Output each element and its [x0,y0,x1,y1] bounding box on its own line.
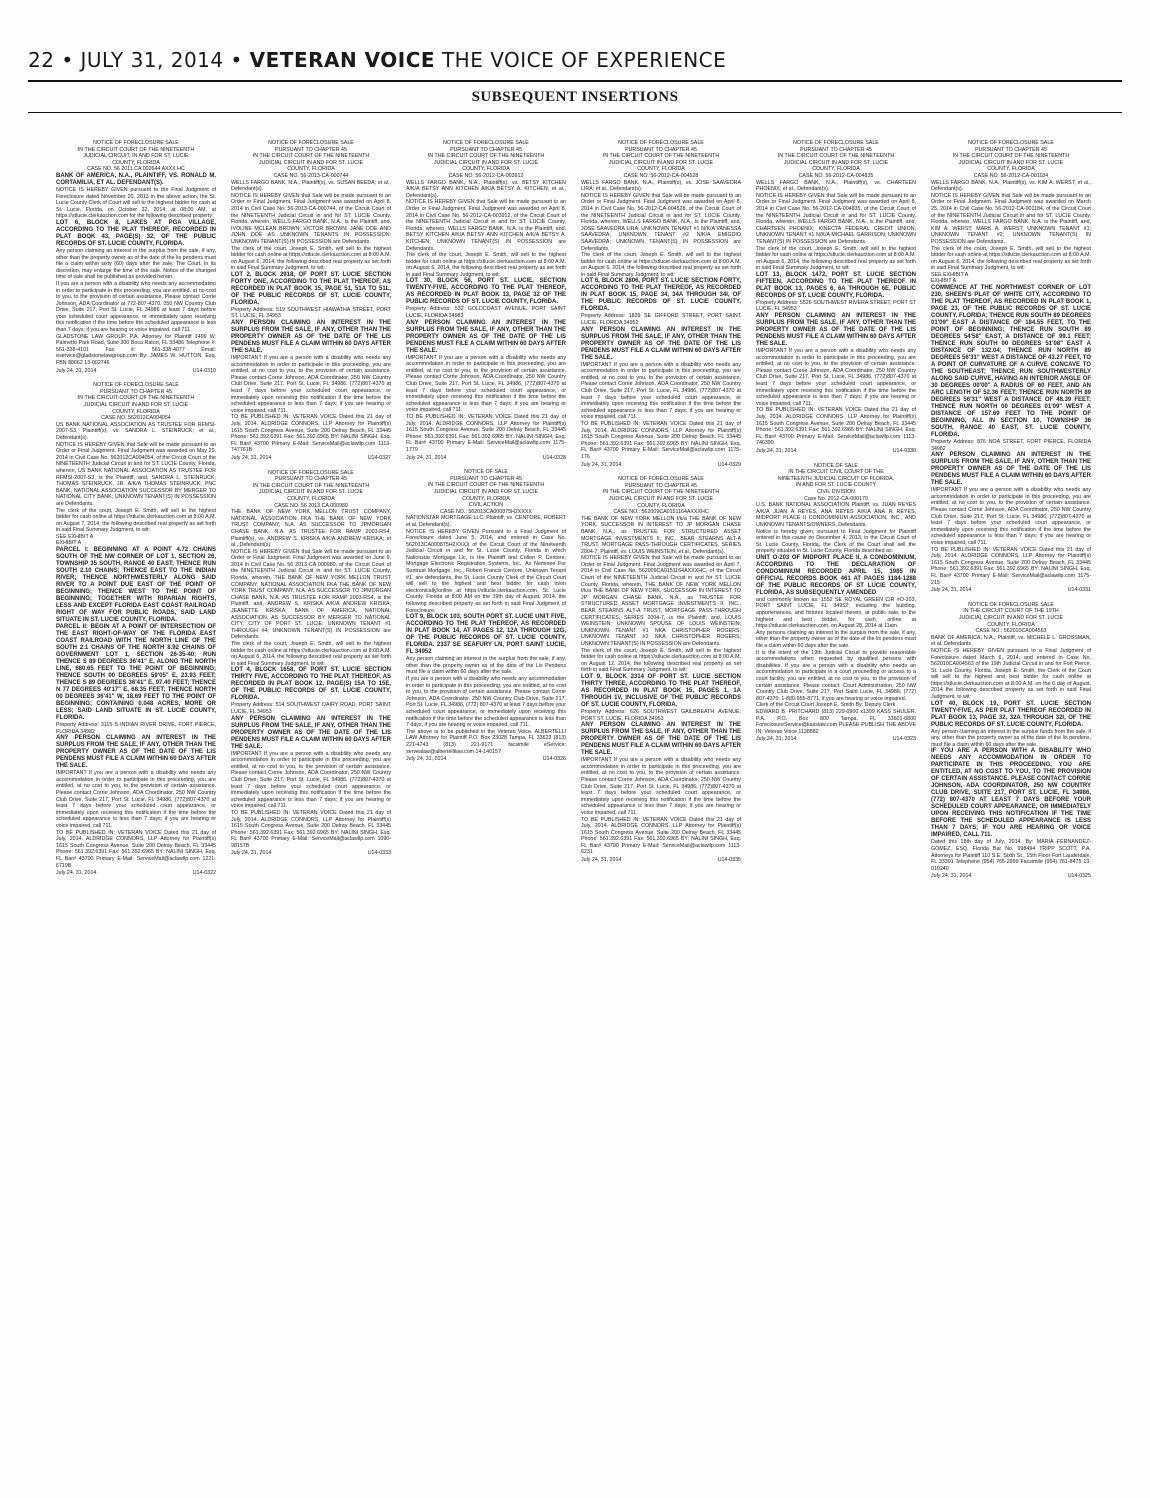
notice-paragraph: IMPORTANT If you are a person with a disability who needs any accommodation in order to participate in this proceeding, you are entitled, at no cost to you, to the provision of certain assistance. Please contact Corrie Johnson, ADA Coordinator, 250 NW Country Club Drive, Suite 217, Port St. Lucie, FL 34986, (772)807-4370 at least 7 days before your scheduled court appearance, or immediately upon receiving this notification if the time before the scheduled appearance is less than 7 days; if you are hearing or voice impaired, call 711. [406,354,566,414]
notice-header-line: PURSUANT TO CHAPTER 45 [450,146,522,153]
notice-paragraph: LOT 6, BLOCK 8, LAKES AT PGA VILLAGE, ACCORDING TO THE PLAT THEREOF, RECORDED IN PLAT BOOK 43, PAGE(S) 32, OF THE PUBLIC RECORDS OF ST. LUCIE COUNTY, FLORIDA. [56,219,216,247]
notice-paragraph: UNIT O-203 OF MIDPORT PLACE II, A CONDOMINIUM, ACCORDING TO THE DECLARATION OF CONDOMINIUM RECORDED APRIL 15, 1985 IN OFFICIAL RECORDS BOOK 461 AT PAGES 1184-1288 OF THE PUBLIC RECORDS OF ST LUCIE COUNTY, FLORIDA, AS SUBSEQUENTLY AMENDED [756,554,916,596]
notice-paragraph: Dated this 18th day of July, 2014. By: MARIA FERNANDEZ-GOMEZ, ESQ. Florida Bar No. 998494 TRIPP SCOTT, P.A. Attorneys for Plaintiff 110 S.E. Sixth St., 15th Floor Fort Lauderdale, FL 33301 Telephone (954) 765-2999 Facsimile (954) 761-8475 13-010240 [931,839,1091,872]
notice-header [406,140,566,180]
notice-footer [756,736,916,743]
notice-header-line: IN THE CIRCUIT COURT OF THE NINETEENTH [952,153,1070,160]
notice-header-line: JUDICIAL CIRCUIT IN AND FOR ST. LUCIE [608,495,714,502]
notice-paragraph: LOT 6, BLOCK 2806, PORT ST. LUCIE SECTION FORTY, ACCORDING TO THE PLAT THEREOF, AS RECORDED IN PLAT BOOK 15, PAGE 34, 34A THROUGH 34I, OF THE PUBLIC RECORDS OF ST. LUCIE COUNTY, FLORIDA. [581,278,741,313]
notice-paragraph: Notice is hereby given, pursuant to Final Judgment for Plaintiff entered in this cause on December 4, 2013, in the Circuit Court of St. Lucie County, Florida, the Clerk of the Court shall sell the property situated in St. Lucie County, Florida described as: [756,528,916,555]
notice-paragraph: EDWARD B. PRITCHARD (813) 229-0900 x1309 KASS SHULER, P.A. P.O. Box 800 Tampa, FL 33601-0800 ForeclosureService@kasslaw.com PLEASE PUBLISH THE ABOVE IN: Veteran Voice 1128882 [756,708,916,735]
notice-paragraph: EXHIBIT A [56,540,82,547]
publication-dates: July 24, 31, 2014 [231,850,272,857]
notice-code: U14-0329 [717,461,741,468]
notice-code: U14-0322 [192,870,216,877]
legal-notice [56,140,216,374]
notice-header [406,469,566,515]
notice-header-line: Case No. 2012-CA-000170 [804,495,868,502]
notice-header-line: IN THE CIRCUIT COURT OF THE NINETEENTH [252,482,370,489]
legal-notice [406,140,566,461]
legal-notice [931,140,1091,594]
notice-paragraph: IMPORTANT If you are a person with a disability who needs any accommodation in order to participate in this proceeding, you are entitled, at no cost to you, to the provision of certain assistance. Please contact Corrie Johnson, ADA Coordinator, 250 NW Country Club Drive, Suite 217, Port St. Lucie, FL 34986, (772)807-4370 at least 7 days before your scheduled court appearance, or immediately upon receiving this notification if the time before the scheduled appearance is less than 7 days; if you are hearing or voice impaired, call 711. [56,770,216,829]
notice-header-line: IN THE CIRCUIT COURT OF THE 19TH [963,608,1059,615]
notice-paragraph: If you are a person with a disability who needs any accommodation in order to participate in this proceeding, you are entitled, at no cost to you, to the provision of certain assistance. Please contact Corrie Johnson, ADA Coordinator, 250 NW Country Club Drive, Suite 217, Port St. Lucie, FL 34986, (772) 807-4370 at least 7 days before your scheduled court appearance, or immediately upon receiving this notification if the time before the scheduled appearance is less than 7 days; if you are hearing or voice impaired, call 711. [406,676,566,729]
notice-paragraph: IMPORTANT If you are a person with a disability who needs any accommodation in order to participate in this proceeding, you are entitled, at no cost to you, to the provision of certain assistance. Please contact Corrie Johnson, ADA Coordinator, 250 NW Country Club Drive, Suite 217, Port St. Lucie, FL 34986, (772)807-4370 at least 7 days before your scheduled court appearance, or immediately upon receiving this notification if the time before the scheduled appearance is less than 7 days; if you are hearing or voice impaired, call 711. [581,757,741,816]
notice-paragraph: NOTICE IS HEREBY GIVEN that Sale will be made pursuant to an Order or Final Judgment. Final Judgment was awarded on April 8, 2014 in Civil Case No. 56-2013-CA-000744, of the Circuit Court of the NINETEENTH Judicial Circuit in and for ST. LUCIE County, Florida, wherein, WELLS FARGO BANK, N.A., is the Plaintiff, and, IVOLINE MCLEAN BROWN; VICTOR BROWN; JANE DOE AND JOHN DOE AS UNKNOWN TENANTS IN POSSESSION; UNKNOWN TENANT(S) IN POSSESSION are Defendants. [231,192,391,245]
notice-footer [931,587,1091,594]
notice-paragraph: Property Address: 532 GOLDCOAST AVENUE, PORT SAINT LUCIE, FLORIDA 34983 [406,306,566,320]
notice-header-line: PURSUANT TO CHAPTER 45 [100,388,172,395]
notice-paragraph: ANY PERSON CLAIMING AN INTEREST IN THE SURPLUS FROM THE SALE, IF ANY, OTHER THAN THE PROPERTY OWNER AS OF THE DATE OF THE LIS PENDENS MUST FILE A CLAIM WITHIN 60 DAYS AFTER THE SALE. [931,452,1091,487]
notice-header-line: NOTICE OF SALE [464,469,508,476]
page-number: 22 [28,48,55,72]
notice-paragraph: NOTICE IS HEREBY GIVEN that Sale will be made pursuant to an Order or Final Judgment. Final Judgment was awarded on April 8, 2014 in Civil Case No. 56-2012-CA-004528, of the Circuit Court of the NINETEENTH Judicial Circuit in and for ST. LUCIE County, Florida, wherein, WELLS FARGO BANK, N.A., is the Plaintiff, and, JOSE SAAVEDRA LIRA; UNKNOWN TENANT #1 N/K/A VANESSA SAAVEDRA; UNKNOWN TENANT #2 N/K/A EMIGDIO SAAVEDRA; UNKNOWN TENANT(S) IN POSSESSION are Defendants. [581,192,741,252]
notice-header [581,140,741,180]
notice-header-line: IN THE CIRCUIT COURT OF THE NINETEENTH [77,146,195,153]
notice-header-line: CASE NO. 56 2011 CA 002644 AXXX HC [87,166,185,173]
notice-header-line: COUNTY, FLORIDA [287,495,335,502]
notice-header-line: JUDICIAL CIRCUIT IN AND FOR ST. LUCIE [783,159,889,166]
notice-paragraph: NOTICE IS HEREBY GIVEN pursuant to a Final Judgment of Foreclosure dated March 6, 2014, and entered in Case No. 562010CA004563 of the 19th Judicial Circuit in and for Fort Pierce, St. Lucie County, Florida, Joseph E. Smith, the Clerk of the Court will sell to the highest and best bidder for cash online at https://stlucie.clerkauction.com at 8:00 A.M. on the 6 day of August, 2014 the following described property as set forth in said Final Judgment, to wit: [931,647,1091,701]
notice-header-line: NOTICE OF FORECLOSURE SALE [93,140,179,146]
notice-paragraph: The clerk of the court, Joseph E. Smith, will sell to the highest bidder for cash online at https://stlucie.clerkauction.com at 8:00 A.M. on August 6, 2014, the following described real property as set forth in said Final Summary Judgment, to wit: [406,252,566,278]
notice-header-line: PURSUANT TO CHAPTER 45 [275,476,347,483]
notice-column [756,140,916,1480]
notice-header-line: COUNTY, FLORIDA [987,166,1035,173]
notice-paragraph: BANK OF AMERICA, N.A., PLAINTIFF, VS. RONALD M. CORTAMILIA, ET AL. DEFENDANT(S). [56,172,216,186]
notice-footer [231,850,391,857]
notice-paragraph: LOT 40, BLOCK 19, PORT ST. LUCIE SECTION TWENTY-FIVE, AS PER PLAT THEREOF RECORDED IN PLAT BOOK 13, PAGE 32, 32A THROUGH 32I, OF THE PUBLIC RECORDS OF ST. LUCIE COUNTY, FLORIDA. [931,700,1091,728]
notice-paragraph: LOT 9, BLOCK 103, SOUTH PORT ST. LUCIE UNIT FIVE, ACCORDING TO THE PLAT THEREOF, AS RECORDED IN PLAT BOOK 14, AT PAGES 12, 12A THROUGH 12G, OF THE PUBLIC RECORDS OF ST. LUCIE COUNTY, FLORIDA. 2337 SE SEAFURY LN, PORT SAINT LUCIE, FL 34952 [406,614,566,656]
notice-paragraph: ANY PERSON CLAIMING AN INTEREST IN THE SURPLUS FROM THE SALE, IF ANY, OTHER THAN THE PROPERTY OWNER AS OF THE DATE OF THE LIS PENDENS MUST FILE A CLAIM WITHIN 60 DAYS AFTER THE SALE. [56,735,216,770]
notice-header-line: CASE NO.: 562009CA0151164AXXXHC [613,509,709,516]
notice-paragraph: TO BE PUBLISHED IN: VETERAN VOICE Dated this 21 day of July, 2014. ALDRIDGE CONNORS, LLP Attorney for Plaintiff(s) 1615 South Congress Avenue, Suite 200 Delray Beach, FL 33445 Phone: 561.392.6391 Fax: 561.392.6965 BY: NALINI SINGH, Esq. FL Bar# 43700 Primary E-Mail: ServiceMail@aclawllp.com 1175-215 [931,546,1091,586]
paper-tagline: THE VOICE OF EXPERIENCE [441,48,727,72]
notice-paragraph: ANY PERSON CLAIMING AN INTEREST IN THE SURPLUS FROM THE SALE, IF ANY, OTHER THAN THE PROPERTY OWNER AS OF THE DATE OF THE LIS PENDENS MUST FILE A CLAIM WITHIN 60 DAYS AFTER THE SALE. [231,320,391,355]
notice-header-line: JUDICIAL CIRCUIT IN AND FOR ST. LUCIE [433,488,539,495]
notice-paragraph: The clerk of the court, Joseph E. Smith, will sell to the highest bidder for cash online at https://stlucie.clerkauction.com at 8:00 A.M. on August 6, 2014, the following described real property as set forth in said Final Summary Judgment, to wit: [581,252,741,278]
notice-header-line: COUNTY, FLORIDA [462,166,510,173]
notice-header-line: CASE NO. 562012CA004054 [101,415,171,422]
notice-header [756,140,916,180]
notice-code: U14-0328 [542,454,566,461]
notice-paragraph: Any person claiming an interest in the surplus from the sale, if any, other than the property owner as of the date of the Lis Pendens must file a claim within 60 days after the sale. [406,656,566,676]
notice-header-line: CIVIL DIVISION [817,488,855,495]
notice-header-line: JUDICIAL CIRCUIT IN AND FOR ST. LUCIE [83,402,189,408]
notice-paragraph: NOTICE IS HEREBY GIVEN that Sale will be made pursuant to an Order or Final Judgment. Final Judgment was awarded on June 9, 2014 in Civil Case No. 56 2013 CA 000980, of the Circuit Court of the NINETEENTH Judicial Circuit in and for ST. LUCIE County, Florida, wherein, THE BANK OF NEW YORK MELLON TRUST COMPANY, NATIONAL ASSOCIATION FKA THE BANK OF NEW YORK TRUST COMPANY, N.A. AS SUCCESSOR TO JPMORGAN CHASE BANK, N.A. AS TRUSTEE FOR RAMP 2003-RS4, is the Plaintiff, and, ANDREW S. KRISKA A/K/A ANDREW KRISKA; JEANETTE KRISKA; BANK OF AMERICA, NATIONAL ASSOCIATION, AS SUCCESSOR BY MERGER TO NATIONAL CITY; CITY OF PORT ST. LUCIE; UNKNOWN TENANT #1 THROUGH #4; UNKNOWN TENANT(S) IN POSSESSION are Defendants. [231,548,391,641]
notice-header-line: NOTICE OF FORECLOSURE SALE [968,140,1054,146]
publication-dates: July 24, 31, 2014 [56,367,97,374]
notice-footer [56,368,216,375]
notice-header-line: IN THE CIRCUIT COURT OF THE NINETEENTH [602,489,720,496]
notice-paragraph: WELLS FARGO BANK, N.A., Plaintiff(s), vs. KIM A. WERST; et al., Defendant(s). [931,179,1091,193]
notice-paragraph: GLADSTONE LAW GROUP, P.A. Attorney for Plaintiff 1499 W. Palmetto Park Road, Suite 300 Boca Raton, FL 33486 Telephone #: 561-338-4101 Fax #: 561-338-4077 Email: eservice@gladstonelawgroup.com By: JAMES W. HUTTON, Esq. FBN 88662 13-002746 [56,333,216,367]
notice-paragraph: SEE EXHIBIT A [56,533,94,540]
notice-header-line: NOTICE OF FORECLOSURE SALE [93,382,179,389]
legal-notice [231,470,391,858]
section-title: SUBSEQUENT INSERTIONS [471,89,679,105]
notice-paragraph: ANY PERSON CLAIMING AN INTEREST IN THE SURPLUS FROM THE SALE, IF ANY, OTHER THAN THE PROPERTY OWNER AS OF THE DATE OF THE LIS PENDENS MUST FILE A CLAIM WITHIN 60 DAYS AFTER THE SALE. [406,319,566,354]
notice-header [581,476,741,516]
notice-paragraph: The clerk of the court, Joseph E. Smith, will sell to the highest bidder for cash online at https://stlucie.clerkauction.com at 8:00 A.M. on August 12, 2014, the following described real property as set forth in said Final Summary Judgment, to wit: [581,647,741,674]
notice-column [406,140,566,1480]
notice-paragraph: LOT 9, BLOCK 2314 OF PORT ST. LUCIE SECTION THIRTY THREE, ACCORDING TO THE PLAT THEREOF, AS RECORDED IN PLAT BOOK 15, PAGES 1, 1A THROUGH 1V, INCLUSIVE OF THE PUBLIC RECORDS OF ST. LUCIE COUNTY, FLORIDA. [581,673,741,708]
notice-header [56,140,216,173]
notice-header-line: IN THE CIRCUIT COURT OF THE NINETEENTH [252,153,370,160]
notice-header-line: NINETEENTH JUDICIAL CIRCUIT OF FLORIDA, [777,475,895,482]
notice-code: U14-0331 [1067,587,1091,594]
legal-notice [231,140,391,462]
notice-header-line: JUDICIAL CIRCUIT IN AND FOR ST. LUCIE [258,159,364,166]
notice-paragraph: NOTICE IS HEREBY GIVEN pursuant to the Final Judgment of Foreclosure dated November 20, 2013 in the above action, the St. Lucie County Clerk of Court will sell to the highest bidder for cash at St. Lucie, Florida, on October 22, 2014, at 08:00 AM, at https://stlucie.clerkauction.com for the following described property: [56,186,216,220]
notice-paragraph: COMMENCE AT THE NORTHWEST CORNER OF LOT 230, SHEEN'S PLAT OF WHITE CITY, ACCORDING TO THE PLAT THEREOF, AS RECORDED IN PLAT BOOK 1, PAGE 23, OF THE PUBLIC RECORDS OF ST. LUCIE COUNTY, FLORIDA; THENCE RUN SOUTH 89 DEGREES 01'09" EAST A DISTANCE OF 184.55 FEET, TO THE POINT OF BEGINNING; THENCE RUN SOUTH 89 DEGREES 54'58" EAST, A DISTANCE OF 99.1 FEET; THENCE RUN SOUTH 00 DEGREES 51'08" EAST A DISTANCE OF 132.04; THENCE RUN NORTH 89 DEGREES 56'31" WEST A DISTANCE OF 43.27 FEET, TO A POINT OF CURVATURE OF A CURVE CONCAVE TO THE SOUTHEAST; THENCE RUN SOUTHWESTERLY ALONG SAID CURVE, HAVING AN INTERIOR ANGLE OF 30 DEGREES 00'00" A RADIUS OF 60 FEET, AND AN ARC LENGTH OF 52.36 FEET; THENCE RUN NORTH 89 DEGREES 56'31" WEST A DISTANCE OF 48.39 FEET; THENCE RUN NORTH 00 DEGREES 01'09" WEST A DISTANCE OF 157.69 FEET TO THE POINT OF BEGINNING, ALL IN SECTION 10, TOWNSHIP 36 SOUTH, RANGE 40 EAST, ST. LUCIE COUNTY, FLORIDA. [931,285,1091,439]
notice-paragraph: PARCEL I: BEGINNING AT A POINT 4.72 CHAINS SOUTH OF THE NW CORNER OF LOT 1, SECTION 26, TOWNSHIP 35 SOUTH, RANGE 40 EAST; THENCE RUN SOUTH 2.10 CHAINS; THENCE EAST TO THE INDIAN RIVER; THENCE NORTHWESTERLY ALONG SAID RIVER TO A POINT DUE EAST OF THE POINT OF BEGINNING; THENCE WEST TO THE POINT OF BEGINNING; TOGETHER WITH RIPARIAN RIGHTS, LESS AND EXCEPT FLORIDA EAST COAST RAILROAD RIGHT OF WAY FOR PUBLIC ROADS, SAID LAND SITUATE IN ST. LUCIE COUNTY, FLORIDA. [56,547,216,624]
notice-paragraph: NATIONSTAR MORTGAGE LLC, Plaintiff, vs. CENTORE, ROBERT et al, Defendant(s). [406,515,566,528]
notice-paragraph: NOTICE IS HEREBY GIVEN Pursuant to a Final Judgment of Foreclosure dated June 5, 2014, and entered in Case No. 562013CA000875H2XXXX of the Circuit Court of the Nineteenth Judicial Circuit in and for St. Lucie County, Florida in which Nationstar Mortgage Llc, is the Plaintiff and Collen P. Centore, Mortgage Electronic Registration Systems, Inc., As Nominee For Suntrust Mortgage, Inc., Robert Francis Centore, Unknown Tenant #1, are defendants, the St. Lucie County Clerk of the Circuit Court will sell to the highest and best bidder for cash in/on electronically/online at https://stlucie.clerkauction.com, St. Lucie County, Florida at 8:00 AM on the 19th day of August, 2014, the following described property as set forth in said Final Judgment of Foreclosure: [406,528,566,614]
notice-paragraph: IMPORTANT If you are a person with a disability who needs any accommodation in order to participate in this proceeding, you are entitled, at no cost to you, to the provision of certain assistance. Please contact Corrie Johnson, ADA Coordinator, 250 NW Country Club Drive, Suite 217, Port St. Lucie, FL 34986, (772)807-4370 at least 7 days before your scheduled court appearance, or immediately upon receiving this notification if the time before the scheduled appearance is less than 7 days; if you are hearing or voice impaired, call 711. [231,355,391,414]
notice-header-line: JUDICIAL CIRCUIT IN AND FOR ST. LUCIE [433,159,539,166]
notice-header-line: PURSUANT TO CHAPTER 45 [275,146,347,153]
notice-paragraph: U.S. BANK NATIONAL ASSOCIATION Plaintiff, vs. JUAN REYES A/K/A JUAN A REYES, ANA REYES A/K/A ANA R REYES, MIDPORT PLACE II CONDOMINIUM ASSOCIATION, INC., AND UNKNOWN TENANTS/OWNERS, Defendants. [756,502,916,528]
publication-dates: July 24, 31, 2014 [581,857,622,864]
publication-dates: July 24, 31, 2014 [756,447,797,454]
notice-paragraph: WELLS FARGO BANK, N.A., Plaintiff(s), vs. JOSE SAAVEDRA LIRA; et al., Defendant(s). [581,179,741,193]
publication-dates: July 24, 31, 2014 [406,454,447,461]
notice-column [231,140,391,1480]
notice-paragraph: Any person claiming an interest in the surplus funds from the sale, if any, other than the property owner as of the date of the lis pendens, must file a claim within 60 days after the sale. [931,728,1091,748]
notice-paragraph: LOT 13, BLOCK 1472, PORT ST. LUCIE SECTION FIFTEEN, ACCORDING TO THE PLAT THEREOF IN PLAT BOOK 13, PAGES 6, 6A THROUGH 6E, PUBLIC RECORDS OF ST. LUCIE COUNTY, FLORIDA. [756,271,916,299]
notice-header-line: NOTICE OF FORECLOSURE SALE [618,140,704,146]
section-rule [28,112,1122,113]
notice-paragraph: NOTICE IS HEREBY GIVEN that Sale will be made pursuant to an Order or Final Judgment. Final Judgment was awarded on May 29, 2014 in Civil Case No. 562012CA004054, of the Circuit Court of the NINETEENTH Judicial Circuit in and for ST. LUCIE County, Florida, wherein, US BANK NATIONAL ASSOCIATION AS TRUSTEE FOR RFMSI-2007-S3, is the Plaintiff, and, SANDRA L. STEINRUCK; THOMAS STEINRUCK, JR. A/K/A THOMAS STEINRUCK; PNC BANK, NATIONAL ASSOCIATION SUCCESSOR BY MERGER TO NATIONAL CITY BANK; UNKNOWN TENANT(S) IN POSSESSION are Defendants. [56,441,216,507]
notice-paragraph: LOT 4, BLOCK 1658, OF PORT ST. LUCIE SECTION THIRTY FIVE, ACCORDING TO THE PLAT THEREOF, AS RECORDED IN PLAT BOOK 12, PAGE(S) 15A TO 15E, OF THE PUBLIC RECORDS OF ST. LUCIE COUNTY, FLORIDA. [231,667,391,702]
notice-paragraph: TO BE PUBLISHED IN: VETERAN VOICE Dated this 21 day of July, 2014. ALDRIDGE CONNORS, LLP Attorney for Plaintiff(s) 1615 South Congress Avenue, Suite 200 Delray Beach, FL 33445 Phone: 561.392.6391 Fax: 561.392.6965 BY: NALINI SINGH, Esq. FL Bar# 43700 Primary E-Mail: ServiceMail@aclawllp.com 1113-6231 [581,816,741,856]
notice-header-line: JUDICIAL CIRCUIT IN AND FOR ST. LUCIE [258,489,364,496]
notice-code: U14-0333 [367,850,391,857]
notice-header-line: PURSUANT TO CHAPTER 45 [625,482,697,489]
notice-paragraph: PARCEL II: BEGIN AT A POINT OF INTERSECTION OF THE EAST RIGHT-OF-WAY OF THE FLORIDA EAST COAST RAILROAD WITH THE NORTH LINE OF THE SOUTH 2.1 CHAINS OF THE NORTH 8.92 CHAINS OF GOVERNMENT LOT 1, SECTION 26-35-40; RUN THENCE S 89 DEGREES 36'41" E, ALONG THE NORTH LINE, 680.65 FEET TO THE POINT OF BEGINNING; THENCE SOUTH 00 DEGREES 59'05" E, 23.93 FEET; THENCE S 89 DEGREES 36'41" E, 97.40 FEET; THENCE N 77 DEGREES 40'17" E, 68.35 FEET; THENCE NORTH 00 DEGREES 36'41" W, 18.69 FEET TO THE POINT OF BEGINNING; CONTAINING 0.048 ACRES, MORE OR LESS; SAID LAND SITUATE IN ST. LUCIE COUNTY, FLORIDA. [56,624,216,722]
notice-header-line: NOTICE OF FORECLOSURE SALE [618,476,704,483]
notice-header-line: CASE NO. 56-2012-CA-004528 [623,172,699,179]
notice-paragraph: LOT 30, BLOCK 56, PORT ST. LUCIE, SECTION TWENTY-FIVE, ACCORDING TO THE PLAT THEREOF, AS RECORDED IN PLAT BOOK 13, PAGE 32 OF THE PUBLIC RECORDS OF ST. LUCIE COUNTY, FLORIDA. [406,278,566,306]
notice-header-line: NOTICE OF FORECLOSURE SALE [968,601,1054,608]
notice-paragraph: TO BE PUBLISHED IN: VETERAN VOICE Dated this 21 day of July, 2014. ALDRIDGE CONNORS, LLP Attorney for Plaintiff(s) 1615 South Congress Avenue, Suite 200 Delray Beach, FL 33445 Phone: 561.392.6391 Fax: 561.392.6965 BY: NALINI SINGH, Esq. FL Bar# 43700 Primary E-Mail: ServiceMail@aclawllp.com 1090-98157B [231,809,391,849]
legal-notice [931,602,1091,880]
notice-paragraph: Property Address: 1829 SE GIFFORD STREET, PORT SAINT LUCIE, FLORIDA 34952 [581,313,741,327]
notice-header-line: NOTICE OF SALE [814,462,858,469]
notice-footer [581,857,741,864]
notice-paragraph: EXHIBIT A [931,278,957,285]
legal-notice [406,469,566,763]
notice-paragraph: WELLS FARGO BANK, N.A., Plaintiff(s), vs. CHARTEEN PHOENIX; et al., Defendant(s). [756,179,916,193]
notice-header-line: CIVIL ACTION [468,502,504,509]
notice-header-line: PURSUANT TO CHAPTER 45 [800,146,872,153]
notice-footer [406,455,566,462]
notice-header-line: CASE NO. 56-2012-CA-001184 [973,172,1049,179]
notice-header-line: JUDICIAL CIRCUIT, IN AND FOR ST. LUCIE [83,153,189,160]
notice-paragraph: Property Address: 519 SOUTHWEST HIAWATHA STREET, PORT ST. LUCIE, FL 34953 [231,306,391,320]
notice-header-line: COUNTY, FLORIDA [462,495,510,502]
notice-header-line: CASE NO. 56-2012-CA-003912 [448,172,524,179]
notice-header-line: NOTICE OF FORECLOSURE SALE [268,469,354,476]
notice-paragraph: THE BANK OF NEW YORK MELLON f/k/a THE BANK OF NEW YORK, SUCCESSOR IN INTEREST TO JP MORGAN CHASE BANK, N.A., as TRUSTEE FOR STRUCTURED ASSET MORTGAGE INVESTMENTS II, INC., BEAR STEARNS ALT-A TRUST, MORTGAGE PASS-THROUGH CERTIFICATES, SERIES 2004-7, Plaintiff, vs. LOUIS WEINSTEIN; et al., Defendant(s). [581,515,741,555]
notice-paragraph: NOTICE IS HEREBY GIVEN that Sale will be made pursuant to an Order or Final Judgment. Final Judgment was awarded on April 7, 2014 in Civil Case No. 562009CA0151164AXXXHC, of the Circuit Court of the NINETEENTH Judicial Circuit in and for ST. LUCIE County, Florida, wherein, THE BANK OF NEW YORK MELLON f/k/a THE BANK OF NEW YORK, SUCCESSOR IN INTEREST TO JP MORGAN CHASE BANK, N.A., as TRUSTEE FOR STRUCTURED ASSET MORTGAGE INVESTMENTS II, INC., BEAR STEARNS ALT-A TRUST, MORTGAGE PASS-THROUGH CERTIFICATES, SERIES 2004-7, is the Plaintiff, and, LOUIS WEINSTEIN; UNKNOWN SPOUSE OF LOUIS WEINSTEIN; UNKNOWN TENANT #1 NKA CHRISTOPHER ROGERS; UNKNOWN TENANT #2 NKA CHRISTOPHER ROGERS; UNKNOWN TENANT(S) IN POSSESSION are Defendants. [581,555,741,647]
legal-notice [756,140,916,455]
notice-paragraph: If you are a person with a disability who needs any accommodation in order to participate in this proceeding, you are entitled, at no cost to you, to the provision of certain assistance. Please contact Corrie Johnson, ADA Coordinator at 772-807-4370, 250 NW Country Club Drive, Suite 217, Port St. Lucie, FL 34986 at least 7 days before your scheduled court appearance, or immediately upon receiving this notification if the time before the scheduled appearance is less than 7 days; if you are hearing or voice impaired, call 711. [56,280,216,334]
notice-header-line: PURSUANT TO CHAPTER 45 [450,475,522,482]
notice-footer [756,448,916,455]
notice-paragraph: THE BANK OF NEW YORK MELLON TRUST COMPANY, NATIONAL ASSOCIATION FKA THE BANK OF NEW YORK TRUST COMPANY, N.A. AS SUCCESSOR TO JPMORGAN CHASE BANK, N.A. AS TRUSTEE FOR RAMP 2003-RS4, Plaintiff(s), vs. ANDREW S. KRISKA A/K/A ANDREW KRISKA; et al., Defendant(s). [231,509,391,549]
notice-header-line: COUNTY, FLORIDA [287,166,335,173]
notice-footer [406,756,566,763]
notice-code: U14-0326 [542,756,566,763]
notice-paragraph: TO BE PUBLISHED IN: VETERAN VOICE Dated this 21 day of July, 2014. ALDRIDGE CONNORS, LLP Attorney for Plaintiff(s) 1615 South Congress Avenue, Suite 200 Delray Beach, FL 33445 Phone: 561.392.6391 Fax: 561.392.6965 BY: NALINI SINGH, Esq. FL Bar# 43700 Primary E-Mail: ServiceMail@aclawllp.com 1113-747761B [231,414,391,454]
notice-paragraph: Property Address: 876 NOA STREET, FORT PIERCE, FLORIDA 34982 [931,439,1091,452]
notice-header [56,382,216,422]
notice-code: U14-0330 [892,447,916,454]
notice-paragraph: The clerk of the court, Joseph E. Smith, will sell to the highest bidder for cash online at https://stlucie.clerkauction.com at 8:00 A.M. on August 6, 2014, the following described real property as set forth in said Final Summary Judgment, to wit: [231,641,391,667]
issue-date: JULY 31, 2014 [80,48,224,72]
publication-dates: July 24, 31, 2014 [231,454,272,461]
notice-paragraph: LOT 2, BLOCK 2918, OF PORT ST. LUCIE SECTION FORTY ONE, ACCORDING TO THE PLAT THEREOF, AS RECORDED IN PLAT BOOK 15, PAGE 51, 51A TO 51L, OF THE PUBLIC RECORDS OF ST. LUCIE COUNTY, FLORIDA. [231,271,391,306]
notice-paragraph: IMPORTANT If you are a person with a disability who needs any accommodation in order to participate in this proceeding, you are entitled, at no cost to you, to the provision of certain assistance. Please contact Corrie Johnson, ADA Coordinator, 250 NW Country Club Drive, Suite 217, Port St. Lucie, FL 34986, (772)807-4370 at least 7 days before your scheduled court appearance, or immediately upon receiving this notification if the time before the scheduled appearance is less than 7 days; if you are hearing or voice impaired, call 711. [931,487,1091,546]
notice-header-line: NOTICE OF FORECLOSURE SALE [793,140,879,146]
notice-paragraph: SEE EXHIBIT A [931,271,969,278]
notice-paragraph: Any persons claiming an interest in the surplus from the sale, if any, other than the property owner as of the date of the lis pendens must file a claim within 60 days after the sale. [756,629,916,650]
notice-header-line: IN THE CIRCUIT COURT OF THE NINETEENTH [427,482,545,489]
notice-code: U14-0327 [367,454,391,461]
notice-header-line: NOTICE OF FORECLOSURE SALE [268,140,354,146]
notice-header-line: COUNTY, FLORIDA [987,621,1035,628]
notice-header-line: IN THE CIRCUIT COURT OF THE NINETEENTH [427,153,545,160]
notice-paragraph: NOTICE IS HEREBY GIVEN that Sale will be made pursuant to an Order or Final Judgment. Final Judgment was awarded on April 8, 2014 in Civil Case No. 56-2012-CA-004835, of the Circuit Court of the NINETEENTH Judicial Circuit in and for ST. LUCIE County, Florida, wherein, WELLS FARGO BANK, N.A., is the Plaintiff, and, CHARTEEN PHOENIX; KINECTA FEDERAL CREDIT UNION; UNKNOWN TENANT #1 N/K/A MICHAEL GARRISON; UNKNOWN TENANT(S) IN POSSESSION are Defendants. [756,192,916,245]
publication-dates: July 24, 31, 2014 [56,870,97,877]
notice-paragraph: ANY PERSON CLAIMING AN INTEREST IN THE SURPLUS FROM THE SALE, IF ANY, OTHER THAN THE PROPERTY OWNER AS OF THE DATE OF THE LIS PENDENS MUST FILE A CLAIM WITHIN 60 DAYS AFTER THE SALE. [231,715,391,750]
paper-name: VETERAN VOICE [249,48,436,72]
notice-paragraph: The clerk of the court, Joseph E. Smith, will sell to the highest bidder for cash online at https://stlucie.clerkauction.com at 8:00 A.M. on August 6, 2014, the following described real property as set forth in said Final Summary Judgment, to wit: [931,245,1091,272]
notice-paragraph: The above is to be published in the Veteran Voice. ALBERTELLI LAW Attorney for Plaintiff P.O. Box 23028 Tampa, FL 33623 (813) 221-4743 (813) 221-9171 facsimile eService: servealaw@albertellilaw.com 14-140157 [406,728,566,755]
notice-header-line: IN THE CIRCUIT CIVIL COURT OF THE [788,469,884,476]
notice-paragraph: The clerk of the court, Joseph E. Smith, will sell to the highest bidder for cash online at https://stlucie.clerkauction.com at 8:00 A.M. on August 7, 2014, the following described real property as set forth in said Final Summary Judgment, to wit: [56,507,216,534]
notice-header-line: NOTICE OF FORECLOSURE SALE [443,140,529,146]
notice-header-line: IN THE CIRCUIT COURT OF THE NINETEENTH [602,153,720,160]
notice-footer [56,870,216,877]
notice-header-line: COUNTY, FLORIDA [637,166,685,173]
notice-header-line: JUDICIAL CIRCUIT IN AND FOR ST. LUCIE [958,159,1064,166]
notice-paragraph: and commonly known as: 1552 SE ROYAL GREEN CIR #O-203, PORT SAINT LUCIE, FL 34952; including the building, appurtenances, and fixtures located therein, at public sale, to the highest and best bidder, for cash, online at https://stlucie.clerkauction.com, on August 28, 2014 at 11am. [756,596,916,630]
notice-paragraph: Property Address: 3115 S INDIAN RIVER DRIVE, FORT PIERCE, FLORIDA 34982 [56,722,216,735]
notice-paragraph: ANY PERSON CLAIMING AN INTEREST IN THE SURPLUS FROM THE SALE, IF ANY, OTHER THAN THE PROPERTY OWNER AS OF THE DATE OF THE LIS PENDENS MUST FILE A CLAIM WITHIN 60 DAYS AFTER THE SALE. [581,722,741,757]
notice-paragraph: TO BE PUBLISHED IN: VETERAN VOICE Dated this 21 day of July, 2014. ALDRIDGE CONNORS, LLP Attorney for Plaintiff(s) 1615 South Congress Avenue, Suite 200 Delray Beach, FL 33445 Phone: 561.392.6391 Fax: 561.392.6965 BY: NALINI SINGH, Esq. FL Bar# 43700 Primary E-Mail: ServiceMail@aclawllp.com 1175-1779 [406,414,566,453]
notice-header-line: CASE NO. 56 2013 CA 000980 [274,502,348,509]
notice-paragraph: NOTICE IS HEREBY GIVEN that Sale will be made pursuant to an Order or Final Judgment. Final Judgment was awarded on March 25, 2014 in Civil Case No. 56-2012-CA-001184, of the Circuit Court of the NINETEENTH Judicial Circuit in and for ST. LUCIE County, Florida, wherein, WELLS FARGO BANK, N.A. is the Plaintiff, and, KIM A. WERST; MARK A. WERST; UNKNOWN TENANT #1; UNKNOWN TENANT #2; UNKNOWN TENANT(S) IN POSSESSION are Defendants. [931,192,1091,245]
notice-header [231,140,391,180]
notice-paragraph: Clerk of the Circuit Court Joseph E. Smith By: Deputy Clerk [756,702,896,709]
separator: • [230,48,243,72]
notice-header-line: IN THE CIRCUIT COURT OF THE NINETEENTH [777,153,895,160]
notice-header [756,463,916,503]
legal-notice [756,463,916,743]
notice-code: U14-0335 [717,857,741,864]
notice-paragraph: IMPORTANT If you are a person with a disability who needs any accommodation in order to participate in this proceeding, you are entitled, at no cost to you, to the provision of certain assistance. Please contact Corrie Johnson, ADA Coordinator, 250 NW Country Club Drive, Suite 217, Port St. Lucie, FL 34986, (772)807-4370 at least 7 days before your scheduled court appearance, or immediately upon receiving this notification if the time before the scheduled appearance is less than 7 days; if you are hearing or voice impaired, call 711. [581,361,741,421]
notice-header [231,470,391,510]
notice-column [581,140,741,1480]
notice-paragraph: The clerk of the court, Joseph E. Smith, will sell to the highest bidder for cash online at https://stlucie.clerkauction.com at 8:00 A.M. on August 6, 2014, the following described real property as set forth in said Final Summary Judgment, to wit: [231,245,391,272]
notice-paragraph: TO BE PUBLISHED IN: VETERAN VOICE Dated this 21 day of July, 2014. ALDRIDGE CONNORS, LLP Attorney for Plaintiff(s) 1615 South Congress Avenue, Suite 200 Delray Beach, FL 33445 Phone: 561.392.6391 Fax: 561.392.6965 BY: NALINI SINGH, Esq. FL Bar# 43700 Primary E-Mail: ServiceMail@aclawllp.com 1221-6719B [56,829,216,869]
notice-header-line: COUNTY, FLORIDA [112,159,160,166]
masthead [28,48,1122,72]
notice-footer [581,462,741,469]
publication-dates: July 24, 31, 2014 [406,756,447,763]
notice-paragraph: TO BE PUBLISHED IN: VETERAN VOICE Dated this 21 day of July, 2014. ALDRIDGE CONNORS, LLP Attorney for Plaintiff(s) 1615 South Congress Avenue, Suite 200 Delray Beach, FL 33445 Phone: 561.392.6391 Fax: 561.392.6965 BY: NALINI SINGH, Esq. FL Bar# 43700 Primary E-Mail: ServiceMail@aclawllp.com 1175-176 [581,421,741,460]
separator: • [61,48,74,72]
notice-header-line: CASE NO. 56-2013-CA-000744 [273,172,349,179]
notice-footer [931,873,1091,880]
legal-notice [581,476,741,864]
notice-paragraph: It is the intent of the 19th Judicial Circuit to provide reasonable accommodations when requested by qualified persons with disabilities. If you are a person with a disability who needs an accommodation to participate in a court proceeding or access to a court facility, you are entitled, at no cost to you, to the provision of certain assistance. Please contact: Court Administration, 250 NW Country Club Drive, Suite 217, Port Saint Lucie, FL 34986; (772) 807-4370; 1-800-955-8771, if you are hearing or voice impaired. [756,649,916,702]
notice-header [931,140,1091,180]
notice-paragraph: Property Address: 5526 SOUTHWEST RIVERA STREET, PORT ST LUCIE, FL 34953 [756,299,916,313]
notice-column [56,140,216,1480]
notice-header-line: CASE NO. 56-2012-CA-004835 [798,172,874,179]
notice-header-line: JUDICIAL CIRCUIT IN AND FOR ST. LUCIE [958,614,1064,621]
legal-notice [56,382,216,877]
publication-dates: July 24, 31, 2014 [756,736,797,743]
notice-paragraph: ANY PERSON CLAIMING AN INTEREST IN THE SURPLUS FROM THE SALE, IF ANY, OTHER THAN THE PROPERTY OWNER AS OF THE DATE OF THE LIS PENDENS MUST FILE A CLAIM WITHIN 60 DAYS AFTER THE SALE. [756,313,916,348]
notice-paragraph: IMPORTANT If you are a person with a disability who needs any accommodation in order to participate in this proceeding, you are entitled, at no cost to you, to the provision of certain assistance. Please contact Corrie Johnson, ADA Coordinator, 250 NW Country Club Drive, Suite 217, Port St. Lucie, FL 34986, (772)807-4370 at least 7 days before your scheduled court appearance, or immediately upon receiving this notification if the time before the scheduled appearance is less than 7 days; if you are hearing or voice impaired, call 711. [756,348,916,407]
notice-footer [231,455,391,462]
notice-paragraph: US BANK NATIONAL ASSOCIATION AS TRUSTEE FOR RFMSI-2007-S3, Plaintiff(s), vs. SANDRA L. STEINRUCK; et al., Defendant(s). [56,421,216,441]
notice-header [931,602,1091,635]
notice-header-line: JUDICIAL CIRCUIT IN AND FOR ST. LUCIE [608,159,714,166]
notice-paragraph: ANY PERSON CLAIMING AN INTEREST IN THE SURPLUS FROM THE SALE, IF ANY, OTHER THAN THE PROPERTY OWNER AS OF THE DATE OF THE LIS PENDENS MUST FILE A CLAIM WITHIN 60 DAYS AFTER THE SALE. [581,326,741,361]
publication-dates: July 24, 31, 2014 [931,873,972,880]
notice-header-line: CASE NO.: 562010CA004563 [975,628,1047,635]
notice-paragraph: Property Address: 514 SOUTHWEST DAIRY ROAD, PORT SAINT LUCIE, FL 34953 [231,702,391,715]
notice-header-line: PURSUANT TO CHAPTER 45 [975,146,1047,153]
notice-header-line: COUNTY, FLORIDA [112,408,160,415]
notice-header-line: IN AND FOR ST. LUCIE COUNTY [795,482,877,489]
publication-dates: July 24, 31, 2014 [931,587,972,594]
notice-paragraph: WELLS FARGO BANK, N.A., Plaintiff(s), vs. SUSAN BEEDA; et al., Defendant(s). [231,179,391,193]
notice-column [931,140,1091,1480]
notice-paragraph: BANK OF AMERICA, N.A., Plaintiff, vs. MICHELE L. GROSSMAN, et al. Defendants [931,634,1091,648]
notice-paragraph: Property Address: 626 SOUTHWEST GAILBREATH AVENUE, PORT ST. LUCIE, FLORIDA 34953 [581,708,741,722]
notice-paragraph: TO BE PUBLISHED IN: VETERAN VOICE Dated this 21 day of July, 2014. ALDRIDGE CONNORS, LLP Attorney for Plaintiff(s) 1615 South Congress Avenue, Suite 200 Delray Beach, FL 33445 Phone: 561.392.6391 Fax: 561.392.6965 BY: NALINI SINGH, Esq. FL Bar# 43700 Primary E-Mail: ServiceMail@aclawllp.com 1113-746390 [756,407,916,447]
masthead-rule [28,80,1122,82]
notice-header-line: COUNTY, FLORIDA [637,502,685,509]
notice-paragraph: Any person claiming an interest in the surplus from the sale, if any, other than the property owner as of the date of the lis pendens must file a claim within sixty (60) days after the sale. The Court, in its discretion, may enlarge the time of the sale. Notice of the changed time of sale shall be published as provided herein. [56,247,216,281]
notice-code: U14-0325 [1067,873,1091,880]
notice-paragraph: WELLS FARGO BANK, N.A., Plaintiff(s), vs. BETSY KITCHEN A/K/A BETSY ANN KITCHEN A/K/A BETSY A. KITCHEN; et al., Defendant(s). [406,179,566,199]
notice-code: U14-0323 [892,736,916,743]
legal-notice [581,140,741,468]
notice-header-line: PURSUANT TO CHAPTER 45 [625,146,697,153]
publication-dates: July 24, 31, 2014 [581,461,622,468]
notices-columns [56,140,1096,1480]
notice-header-line: IN THE CIRCUIT COURT OF THE NINETEENTH [77,395,195,402]
notice-paragraph: The clerk of the court, Joseph E. Smith, will sell to the highest bidder for cash online at https://stlucie.clerkauction.com at 8:00 A.M. on August 6, 2014, the following described real property as set forth in said Final Summary Judgment, to wit: [756,245,916,272]
notice-code: U14-0310 [192,367,216,374]
notice-paragraph: NOTICE IS HEREBY GIVEN that Sale will be made pursuant to an Order or Final Judgment. Final Judgment was awarded on April 8, 2014 in Civil Case No. 56-2012-CA-003912, of the Circuit Court of the NINETEENTH Judicial Circuit in and for ST. LUCIE County, Florida, wherein, WELLS FARGO BANK, N.A. is the Plaintiff, and, BETSY KITCHEN A/K/A BETSY ANN KITCHEN A/K/A BETSY A. KITCHEN; UNKNOWN TENANT(S) IN POSSESSION are Defendants. [406,199,566,252]
notice-header-line: CASE NO.: 562013CA000875H2XXXX [440,508,532,515]
notice-paragraph: IF YOU ARE A PERSON WITH A DISABILITY WHO NEEDS ANY ACCOMMODATION IN ORDER TO PARTICIPATE IN THIS PROCEEDING, YOU ARE ENTITLED, AT NO COST TO YOU, TO THE PROVISION OF CERTAIN ASSISTANCE. PLEASE CONTACT CORRIE JOHNSON, ADA COORDINATOR, 250 NW COUNTRY CLUB DRIVE, SUITE 217, PORT ST. LUCIE, FL 34986, (772) 807-4370 AT LEAST 7 DAYS BEFORE YOUR SCHEDULED COURT APPEARANCE, OR IMMEDIATELY UPON RECEIVING THIS NOTIFICATION IF THE TIME BEFORE THE SCHEDULED APPEARANCE IS LESS THAN 7 DAYS; IF YOU ARE HEARING OR VOICE IMPAIRED, CALL 711. [931,748,1091,839]
notice-paragraph: IMPORTANT If you are a person with a disability who needs any accommodation in order to participate in this proceeding, you are entitled, at no cost to you, to the provision of certain assistance. Please contact Corrie Johnson, ADA Coordinator, 250 NW Country Club Drive, Suite 217, Port St. Lucie, FL 34986, (772)807-4370 at least 7 days before your scheduled court appearance, or immediately upon receiving this notification if the time before the scheduled appearance is less than 7 days; if you are hearing or voice impaired, call 711. [231,750,391,810]
notice-header-line: COUNTY, FLORIDA [812,166,860,173]
